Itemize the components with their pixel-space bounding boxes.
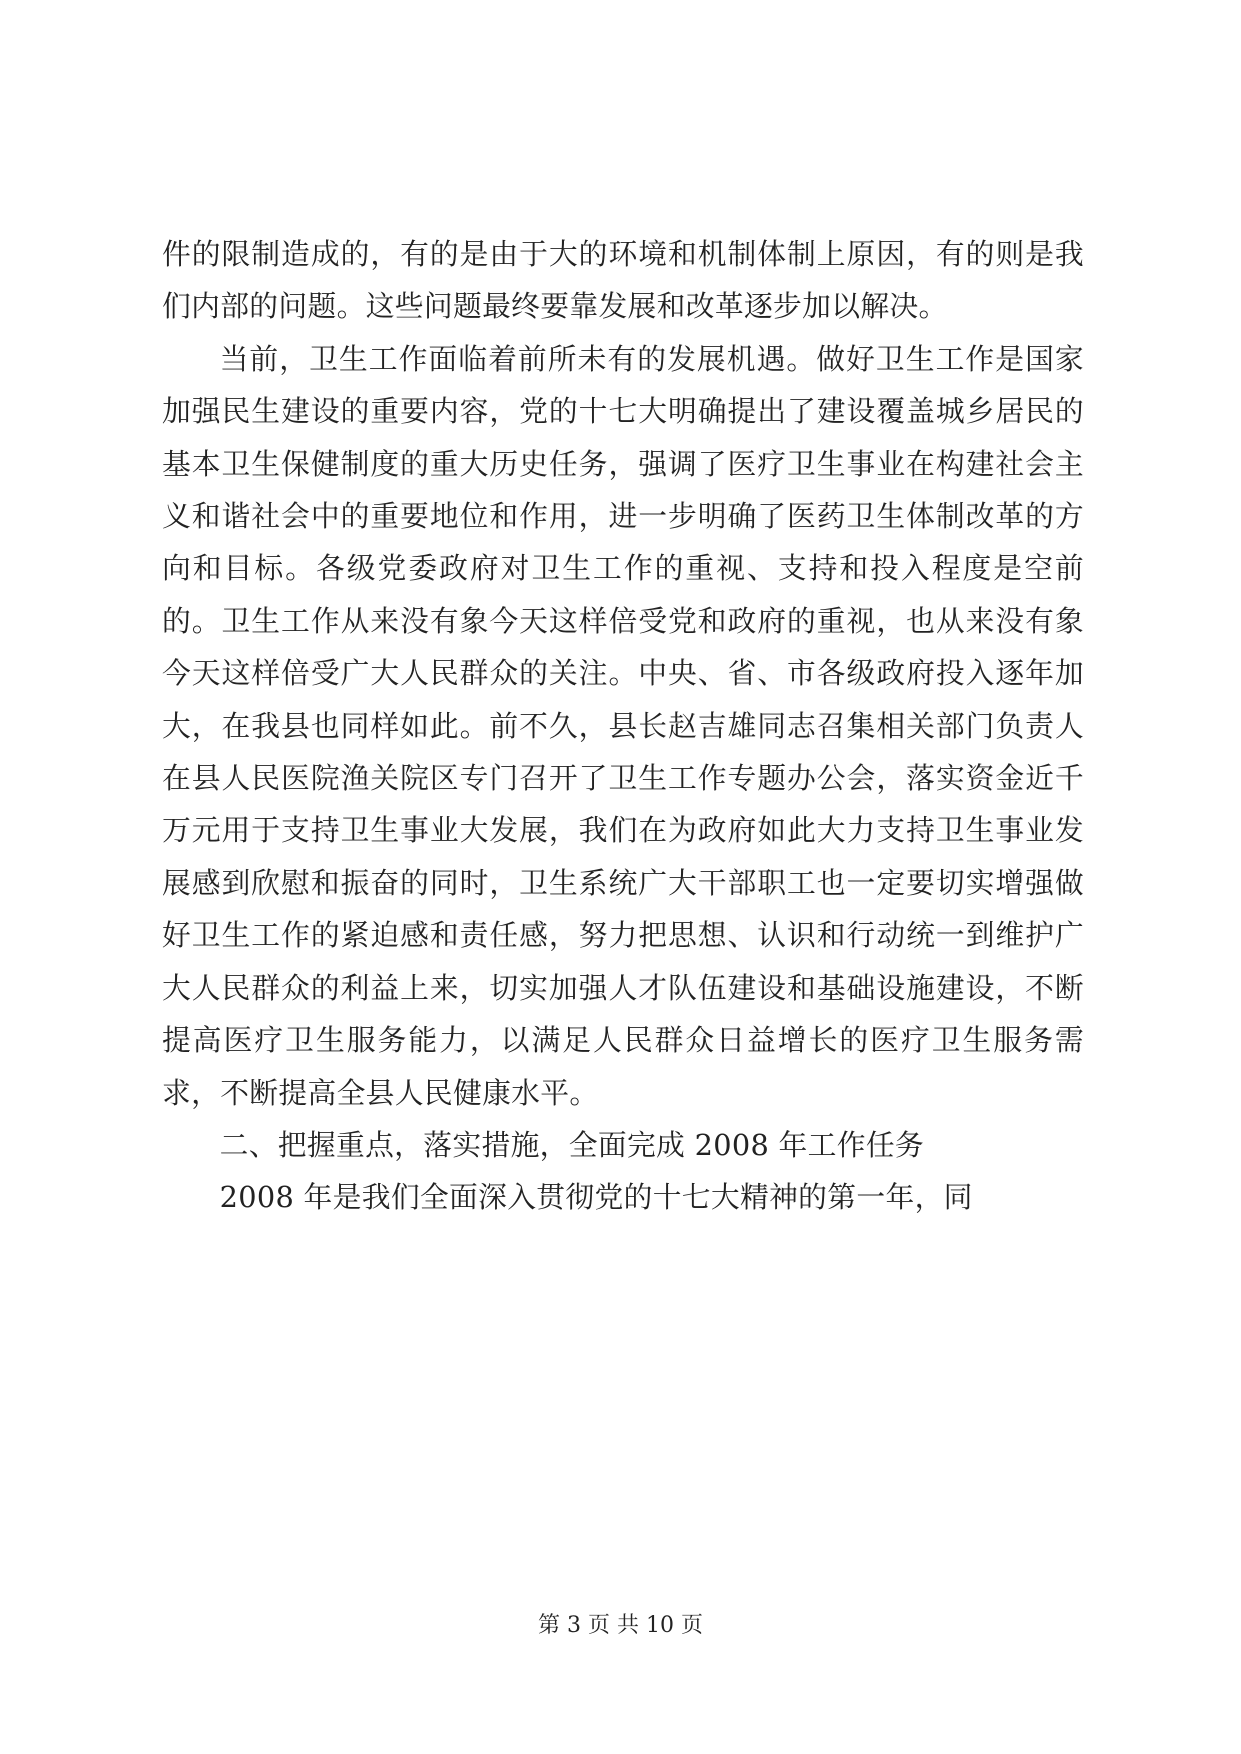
section-heading: 二、把握重点，落实措施，全面完成 2008 年工作任务 xyxy=(219,1127,925,1162)
paragraph-2008-intro: 2008 年是我们全面深入贯彻党的十七大精神的第一年，同 xyxy=(219,1180,973,1215)
paragraph-development-opportunity: 当前，卫生工作面临着前所未有的发展机遇。做好卫生工作是国家加强民生建设的重要内容，党的十七大明确提出了建设覆盖城乡居民的基本卫生保健制度的重大历史任务，强调了医疗卫生事业在构建社会主义和谐社会中的重要地位和作用，进一步明确了医药卫生体制改革的方向和目标。各级党委政府对卫生工作的重视、支持和投入程度是空前的。卫生工作从来没有象今天这样倍受党和政府的重视，也从来没有象今天这样倍受广大人民群众的关注。中央、省、市各级政府投入逐年加大，在我县也同样如此。前不久，县长赵吉雄同志召集相关部门负责人在县人民医院渔关院区专门召开了卫生工作专题办公会，落实资金近千万元用于支持卫生事业大发展，我们在为政府如此大力支持卫生事业发展感到欣慰和振奋的同时，卫生系统广大干部职工也一定要切实增强做好卫生工作的紧迫感和责任感，努力把思想、认识和行动统一到维护广大人民群众的利益上来，切实加强人才队伍建设和基础设施建设，不断提高医疗卫生服务能力，以满足人民群众日益增长的医疗卫生服务需求，不断提高全县人民健康水平。 xyxy=(162,341,1084,1110)
paragraph-continuation: 件的限制造成的，有的是由于大的环境和机制体制上原因，有的则是我们内部的问题。这些问题最终要靠发展和改革逐步加以解决。 xyxy=(162,237,1084,324)
body-text xyxy=(162,228,1084,1224)
page-footer: 第 3 页 共 10 页 xyxy=(538,1613,703,1638)
